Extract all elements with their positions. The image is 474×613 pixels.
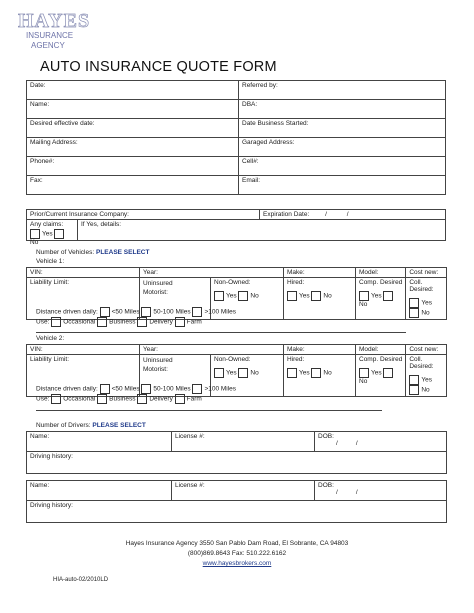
v1-50-100-label: 50-100 Miles <box>153 308 191 316</box>
v1-cost-label: Cost new: <box>409 269 439 276</box>
v2-nonowned-yes-checkbox[interactable] <box>214 368 224 378</box>
form-code: HIA-auto-02/2010LD <box>53 577 109 583</box>
d1-history-field[interactable] <box>27 452 447 474</box>
d1-dob-slash-2: / <box>355 440 358 447</box>
date-field[interactable] <box>27 81 239 100</box>
d1-license-label: License #: <box>175 433 205 440</box>
v2-uninsured-label-1: Uninsured <box>143 357 173 364</box>
v1-hired-yes-label: Yes <box>299 292 310 300</box>
v2-hired-cell <box>284 355 356 397</box>
v2-use-row <box>36 394 202 404</box>
v1-hired-label: Hired: <box>287 279 305 286</box>
v2-coll-no-label: No <box>421 386 430 394</box>
v1-nonowned-label: Non-Owned: <box>214 279 251 286</box>
v1-delivery-checkbox[interactable] <box>137 317 147 327</box>
vehicle-1-heading: Vehicle 1: <box>36 258 65 265</box>
d1-name-field[interactable] <box>27 432 172 452</box>
claims-row <box>27 220 446 246</box>
vehicle-divider <box>36 332 406 333</box>
dba-label: DBA: <box>242 101 258 108</box>
drivers-select-dropdown[interactable]: PLEASE SELECT <box>92 422 146 429</box>
claims-details-field[interactable] <box>78 220 124 240</box>
v1-occasional-checkbox[interactable] <box>51 317 61 327</box>
v2-business-label: Business <box>109 395 136 403</box>
v1-gt100-checkbox[interactable] <box>192 307 202 317</box>
v2-delivery-label: Delivery <box>149 395 173 403</box>
logo-insurance: INSURANCE <box>26 31 74 40</box>
v1-coll-no-label: No <box>421 309 430 317</box>
v2-vin-label: VIN: <box>30 346 43 353</box>
garaged-address-field[interactable] <box>239 138 446 157</box>
v1-comp-label: Comp. Desired <box>359 279 403 286</box>
v1-make-field[interactable] <box>284 268 356 278</box>
v1-use-row <box>36 317 202 327</box>
date-label: Date: <box>30 82 46 89</box>
v1-nonowned-yes-checkbox[interactable] <box>214 291 224 301</box>
any-claims-label: Any claims: <box>30 221 64 228</box>
d2-license-label: License #: <box>175 482 205 489</box>
d2-history-field[interactable] <box>27 501 447 523</box>
v2-coll-label: Coll. Desired: <box>409 356 434 370</box>
d2-dob-field[interactable] <box>315 481 447 501</box>
d1-license-field[interactable] <box>172 432 315 452</box>
v2-comp-yes-checkbox[interactable] <box>359 368 369 378</box>
v2-50-100-checkbox[interactable] <box>141 384 151 394</box>
claims-no-label: No <box>30 239 39 246</box>
v2-lt50-label: <50 Miles <box>111 385 140 393</box>
v2-occasional-checkbox[interactable] <box>51 394 61 404</box>
number-of-drivers <box>36 422 146 429</box>
v1-year-label: Year: <box>143 269 158 276</box>
d2-history-label: Driving history: <box>30 502 73 509</box>
mailing-address-field[interactable] <box>27 138 239 157</box>
v1-hired-no-label: No <box>323 292 332 300</box>
vehicle-2-heading: Vehicle 2: <box>36 335 65 342</box>
email-field[interactable] <box>239 176 446 195</box>
v1-lt50-checkbox[interactable] <box>100 307 110 317</box>
prior-insurance-table <box>26 209 446 246</box>
mailing-address-label: Mailing Address: <box>30 139 78 146</box>
v1-occasional-label: Occasional <box>63 318 96 326</box>
v1-use-label: Use: <box>36 318 50 326</box>
d1-history-label: Driving history: <box>30 453 73 460</box>
v1-coll-no-checkbox[interactable] <box>409 308 419 318</box>
driver-1-table <box>26 431 447 474</box>
v2-comp-label: Comp. Desired <box>359 356 403 363</box>
v2-distance-label: Distance driven daily: <box>36 385 98 393</box>
v2-nonowned-no-checkbox[interactable] <box>238 368 248 378</box>
v2-vin-field[interactable] <box>27 345 140 355</box>
d2-dob-label: DOB: <box>318 482 334 489</box>
v2-hired-label: Hired: <box>287 356 305 363</box>
number-of-vehicles <box>36 249 149 256</box>
garaged-address-label: Garaged Address: <box>242 139 295 146</box>
v2-farm-label: Farm <box>186 395 202 403</box>
expiration-slash-2: / <box>346 211 349 218</box>
expiration-field[interactable] <box>260 210 446 220</box>
v2-50-100-label: 50-100 Miles <box>153 385 191 393</box>
v1-distance-label: Distance driven daily: <box>36 308 98 316</box>
effective-date-field[interactable] <box>27 119 239 138</box>
d1-name-label: Name: <box>30 433 50 440</box>
number-of-drivers-label: Number of Drivers: <box>36 422 91 429</box>
v1-hired-no-checkbox[interactable] <box>311 291 321 301</box>
effective-date-label: Desired effective date: <box>30 120 95 127</box>
v1-hired-yes-checkbox[interactable] <box>287 291 297 301</box>
v2-cost-field[interactable] <box>406 345 447 355</box>
v2-coll-yes-label: Yes <box>421 376 432 384</box>
fax-label: Fax: <box>30 177 43 184</box>
v1-liability-label: Liability Limit: <box>30 279 70 286</box>
prior-company-label: Prior/Current Insurance Company: <box>30 211 129 218</box>
v2-lt50-checkbox[interactable] <box>100 384 110 394</box>
v1-comp-no-label: No <box>359 301 368 308</box>
footer-website-link[interactable]: www.hayesbrokers.com <box>202 560 272 567</box>
v1-farm-label: Farm <box>186 318 202 326</box>
v1-uninsured-label-1: Uninsured <box>143 280 173 287</box>
v1-gt100-label: >100 Miles <box>204 308 237 316</box>
v2-comp-cell <box>356 355 406 397</box>
v1-comp-yes-label: Yes <box>371 292 382 300</box>
v2-hired-no-label: No <box>323 369 332 377</box>
v2-coll-cell <box>406 355 447 397</box>
email-label: Email: <box>242 177 261 184</box>
claims-cell <box>27 220 78 246</box>
vehicle-2-divider <box>36 410 382 411</box>
v2-gt100-checkbox[interactable] <box>192 384 202 394</box>
v1-vin-label: VIN: <box>30 269 43 276</box>
v1-vin-field[interactable] <box>27 268 140 278</box>
v2-hired-no-checkbox[interactable] <box>311 368 321 378</box>
v1-hired-cell <box>284 278 356 320</box>
v2-distance-row <box>36 384 236 394</box>
v2-hired-yes-checkbox[interactable] <box>287 368 297 378</box>
v2-hired-yes-label: Yes <box>299 369 310 377</box>
footer-address: Hayes Insurance Agency 3550 San Pablo Dam Road, El Sobrante, CA 94803 <box>125 540 349 547</box>
v1-farm-checkbox[interactable] <box>175 317 185 327</box>
claims-yes-label: Yes <box>42 230 53 238</box>
v1-coll-yes-checkbox[interactable] <box>409 298 419 308</box>
claims-no-checkbox[interactable] <box>54 229 64 239</box>
v2-coll-no-checkbox[interactable] <box>409 385 419 395</box>
v1-comp-no-checkbox[interactable] <box>383 291 393 301</box>
logo-agency: AGENCY <box>31 41 65 50</box>
v1-lt50-label: <50 Miles <box>111 308 140 316</box>
v2-comp-yes-label: Yes <box>371 369 382 377</box>
v1-uninsured-label-2: Motorist: <box>143 289 168 296</box>
referred-by-field[interactable] <box>239 81 446 100</box>
expiration-slash-1: / <box>325 211 327 218</box>
v1-cost-field[interactable] <box>406 268 447 278</box>
v2-model-field[interactable] <box>356 345 406 355</box>
v2-cost-label: Cost new: <box>409 346 439 353</box>
v1-make-label: Make: <box>287 269 305 276</box>
v2-business-checkbox[interactable] <box>97 394 107 404</box>
v2-coll-yes-checkbox[interactable] <box>409 375 419 385</box>
v2-nonowned-label: Non-Owned: <box>214 356 251 363</box>
v1-business-label: Business <box>109 318 136 326</box>
phone-field[interactable] <box>27 157 239 176</box>
d1-dob-slash-1: / <box>336 440 338 447</box>
v2-make-field[interactable] <box>284 345 356 355</box>
v1-delivery-label: Delivery <box>149 318 173 326</box>
d1-dob-label: DOB: <box>318 433 334 440</box>
v2-model-label: Model: <box>359 346 379 353</box>
v1-coll-yes-label: Yes <box>421 299 432 307</box>
v2-nonowned-yes-label: Yes <box>226 369 237 377</box>
d2-name-field[interactable] <box>27 481 172 501</box>
v1-model-label: Model: <box>359 269 379 276</box>
v2-gt100-label: >100 Miles <box>204 385 237 393</box>
v2-delivery-checkbox[interactable] <box>137 394 147 404</box>
v2-comp-no-checkbox[interactable] <box>383 368 393 378</box>
phone-label: Phone#: <box>30 158 55 165</box>
page-title: AUTO INSURANCE QUOTE FORM <box>40 59 277 75</box>
v1-nonowned-no-checkbox[interactable] <box>238 291 248 301</box>
name-field[interactable] <box>27 100 239 119</box>
v2-year-label: Year: <box>143 346 158 353</box>
business-started-label: Date Business Started: <box>242 120 309 127</box>
v1-coll-cell <box>406 278 447 320</box>
v2-year-field[interactable] <box>140 345 284 355</box>
v2-use-label: Use: <box>36 395 50 403</box>
v2-nonowned-no-label: No <box>250 369 259 377</box>
driver-2-table <box>26 480 447 523</box>
cell-field[interactable] <box>239 157 446 176</box>
v1-comp-yes-checkbox[interactable] <box>359 291 369 301</box>
footer-phone: (800)869.8643 Fax: 510.222.6162 <box>187 550 287 557</box>
v1-year-field[interactable] <box>140 268 284 278</box>
footer-website-row <box>0 560 474 567</box>
v2-make-label: Make: <box>287 346 305 353</box>
v1-comp-cell <box>356 278 406 320</box>
v1-50-100-checkbox[interactable] <box>141 307 151 317</box>
referred-by-label: Referred by: <box>242 82 278 89</box>
fax-field[interactable] <box>27 176 239 195</box>
v2-farm-checkbox[interactable] <box>175 394 185 404</box>
business-started-field[interactable] <box>239 119 446 138</box>
claims-details-label: If Yes, details: <box>81 221 122 228</box>
d2-dob-slash-1: / <box>336 489 338 496</box>
v2-comp-no-label: No <box>359 378 368 385</box>
prior-company-field[interactable] <box>27 210 260 220</box>
v1-distance-row <box>36 307 236 317</box>
cell-label: Cell#: <box>242 158 259 165</box>
d1-dob-field[interactable] <box>315 432 447 452</box>
claims-yes-checkbox[interactable] <box>30 229 40 239</box>
v1-business-checkbox[interactable] <box>97 317 107 327</box>
v1-nonowned-yes-label: Yes <box>226 292 237 300</box>
v2-liability-label: Liability Limit: <box>30 356 70 363</box>
logo-hayes: HAYES <box>18 10 91 32</box>
v1-model-field[interactable] <box>356 268 406 278</box>
number-of-vehicles-label: Number of Vehicles: <box>36 249 95 256</box>
dba-field[interactable] <box>239 100 446 119</box>
d2-license-field[interactable] <box>172 481 315 501</box>
vehicles-select-dropdown[interactable]: PLEASE SELECT <box>95 249 150 256</box>
expiration-label: Expiration Date: <box>263 211 310 218</box>
name-label: Name: <box>30 101 50 108</box>
v1-nonowned-no-label: No <box>250 292 259 300</box>
v1-coll-label: Coll. Desired: <box>409 279 434 293</box>
v2-uninsured-label-2: Motorist: <box>143 366 168 373</box>
contact-table <box>26 80 446 195</box>
d2-dob-slash-2: / <box>355 489 358 496</box>
v2-occasional-label: Occasional <box>63 395 96 403</box>
d2-name-label: Name: <box>30 482 50 489</box>
